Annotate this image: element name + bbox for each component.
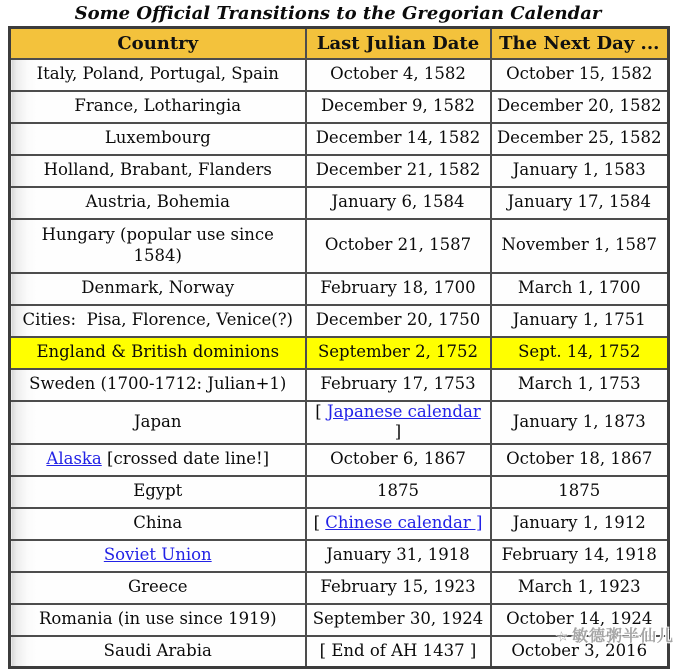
cell-text: March 1, 1923 — [517, 577, 641, 597]
cell-text: Romania (in use since 1919) — [38, 609, 277, 629]
next-day-cell — [491, 219, 669, 273]
table-row — [10, 59, 669, 91]
watermark-logo-icon: ☆ — [554, 627, 572, 647]
last-julian-date-cell — [306, 59, 491, 91]
cell-text: March 1, 1700 — [517, 278, 641, 298]
col-header-last-julian-date: Last Julian Date — [306, 28, 491, 59]
cell-text: Hungary (popular use since 1584) — [41, 224, 274, 265]
cell-text: November 1, 1587 — [501, 235, 658, 255]
cell-text: December 14, 1582 — [315, 128, 481, 148]
japanese-calendar-link[interactable]: Japanese calendar — [326, 401, 481, 421]
cell-text: February 17, 1753 — [320, 374, 476, 394]
cell-text: England & British dominions — [36, 342, 280, 362]
last-julian-date-cell — [306, 155, 491, 187]
table-row — [10, 540, 669, 572]
next-day-cell — [491, 604, 669, 636]
gregorian-transition-table — [8, 26, 670, 669]
chinese-calendar-link[interactable]: Chinese calendar ] — [325, 513, 483, 533]
cell-text: ] — [394, 422, 402, 442]
table-row — [10, 636, 669, 668]
last-julian-date-cell — [306, 305, 491, 337]
country-cell — [10, 401, 306, 444]
next-day-cell — [491, 401, 669, 444]
last-julian-date-cell — [306, 273, 491, 305]
cell-text: 1875 — [558, 481, 601, 501]
col-header-next-day: The Next Day ... — [491, 28, 669, 59]
table-body — [10, 59, 669, 668]
cell-text: October 14, 1924 — [506, 609, 653, 629]
cell-text: January 6, 1584 — [331, 192, 465, 212]
last-julian-date-cell — [306, 604, 491, 636]
table-row — [10, 401, 669, 444]
last-julian-date-cell — [306, 401, 491, 444]
table-row — [10, 444, 669, 476]
cell-text: Luxembourg — [104, 128, 211, 148]
last-julian-date-cell — [306, 540, 491, 572]
cell-text: [crossed date line!] — [101, 449, 270, 469]
cell-text: October 3, 2016 — [511, 641, 648, 661]
cell-text: 1875 — [377, 481, 419, 501]
country-cell — [10, 337, 306, 369]
next-day-cell — [491, 59, 669, 91]
watermark-text: 敏德粥半仙儿 — [571, 626, 674, 645]
col-header-country: Country — [10, 28, 306, 59]
cell-text: Denmark, Norway — [81, 278, 235, 298]
cell-text: February 14, 1918 — [501, 545, 657, 565]
country-cell — [10, 476, 306, 508]
next-day-cell — [491, 337, 669, 369]
cell-text: [ End of AH 1437 ] — [319, 641, 477, 661]
country-cell — [10, 444, 306, 476]
last-julian-date-cell — [306, 219, 491, 273]
cell-text: January 17, 1584 — [507, 192, 651, 212]
country-cell — [10, 369, 306, 401]
cell-text: December 9, 1582 — [320, 96, 476, 116]
table-row — [10, 604, 669, 636]
cell-text: Sept. 14, 1752 — [518, 342, 641, 362]
last-julian-date-cell — [306, 187, 491, 219]
country-cell — [10, 273, 306, 305]
cell-text: October 15, 1582 — [506, 64, 653, 84]
last-julian-date-cell — [306, 369, 491, 401]
country-cell — [10, 219, 306, 273]
cell-text: Japan — [134, 411, 182, 431]
cell-text: October 4, 1582 — [330, 64, 466, 84]
next-day-cell — [491, 540, 669, 572]
cell-text: [ — [313, 513, 326, 533]
country-cell — [10, 305, 306, 337]
next-day-cell — [491, 155, 669, 187]
next-day-cell — [491, 476, 669, 508]
country-cell — [10, 187, 306, 219]
country-cell — [10, 540, 306, 572]
alaska-link[interactable]: Alaska — [46, 449, 102, 469]
table-row — [10, 155, 669, 187]
table-row — [10, 273, 669, 305]
cell-text: September 30, 1924 — [312, 609, 484, 629]
cell-text: January 1, 1873 — [512, 411, 646, 431]
header-row — [10, 28, 669, 59]
cell-text: October 6, 1867 — [330, 449, 466, 469]
cell-text: December 21, 1582 — [315, 160, 481, 180]
next-day-cell — [491, 305, 669, 337]
next-day-cell — [491, 187, 669, 219]
cell-text: Saudi Arabia — [103, 641, 212, 661]
table-row — [10, 476, 669, 508]
cell-text: December 20, 1750 — [315, 310, 481, 330]
cell-text: Greece — [127, 577, 188, 597]
next-day-cell — [491, 91, 669, 123]
cell-text: Egypt — [133, 481, 183, 501]
next-day-cell — [491, 273, 669, 305]
last-julian-date-cell — [306, 636, 491, 668]
table-row — [10, 187, 669, 219]
cell-text: October 21, 1587 — [324, 235, 472, 255]
cell-text: January 1, 1912 — [512, 513, 646, 533]
cell-text: March 1, 1753 — [517, 374, 641, 394]
cell-text: January 1, 1583 — [512, 160, 646, 180]
cell-text: December 20, 1582 — [496, 96, 662, 116]
next-day-cell — [491, 369, 669, 401]
table-row — [10, 219, 669, 273]
soviet-union-link[interactable]: Soviet Union — [103, 545, 212, 565]
table-row — [10, 337, 669, 369]
table-row — [10, 369, 669, 401]
last-julian-date-cell — [306, 572, 491, 604]
last-julian-date-cell — [306, 123, 491, 155]
country-cell — [10, 123, 306, 155]
cell-text: Holland, Brabant, Flanders — [43, 160, 272, 180]
next-day-cell — [491, 444, 669, 476]
country-cell — [10, 59, 306, 91]
cell-text: China — [133, 513, 183, 533]
country-cell — [10, 155, 306, 187]
table-row — [10, 123, 669, 155]
cell-text: December 25, 1582 — [496, 128, 662, 148]
table-row — [10, 508, 669, 540]
last-julian-date-cell — [306, 91, 491, 123]
cell-text: France, Lotharingia — [74, 96, 242, 116]
country-cell — [10, 636, 306, 668]
cell-text: Austria, Bohemia — [85, 192, 230, 212]
cell-text: Italy, Poland, Portugal, Spain — [36, 64, 279, 84]
cell-text: Cities: Pisa, Florence, Venice(?) — [22, 310, 293, 330]
cell-text: [ — [315, 401, 327, 421]
cell-text: September 2, 1752 — [317, 342, 479, 362]
country-cell — [10, 508, 306, 540]
cell-text: Sweden (1700-1712: Julian+1) — [29, 374, 287, 394]
table-row — [10, 91, 669, 123]
cell-text: February 18, 1700 — [320, 278, 476, 298]
next-day-cell — [491, 123, 669, 155]
next-day-cell — [491, 508, 669, 540]
table-row — [10, 305, 669, 337]
last-julian-date-cell — [306, 476, 491, 508]
table-row — [10, 572, 669, 604]
cell-text: February 15, 1923 — [320, 577, 476, 597]
cell-text: January 1, 1751 — [512, 310, 646, 330]
country-cell — [10, 572, 306, 604]
last-julian-date-cell — [306, 508, 491, 540]
next-day-cell — [491, 572, 669, 604]
page-title: Some Official Transitions to the Gregorian Calendar — [74, 3, 602, 24]
country-cell — [10, 604, 306, 636]
last-julian-date-cell — [306, 337, 491, 369]
next-day-cell — [491, 636, 669, 668]
country-cell — [10, 91, 306, 123]
last-julian-date-cell — [306, 444, 491, 476]
cell-text: January 31, 1918 — [326, 545, 470, 565]
cell-text: October 18, 1867 — [506, 449, 653, 469]
